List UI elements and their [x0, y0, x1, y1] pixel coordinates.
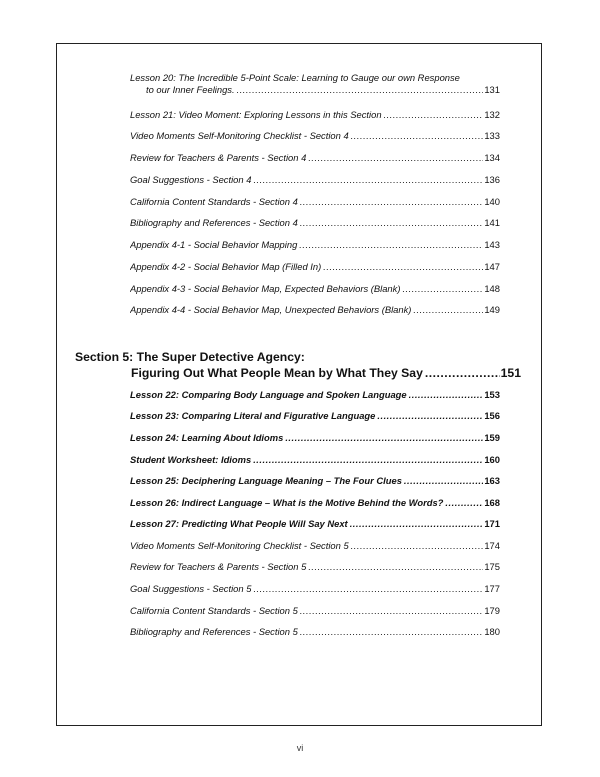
toc-entry[interactable] — [130, 217, 500, 229]
toc-entry[interactable] — [130, 540, 500, 552]
toc-entry-title: Goal Suggestions - Section 5 — [130, 583, 252, 594]
toc-page-number: 163 — [484, 475, 500, 486]
leader-dots — [402, 283, 483, 295]
leader-dots — [237, 84, 484, 96]
toc-entry-title: California Content Standards - Section 4 — [130, 196, 298, 207]
toc-page-number: 134 — [484, 152, 500, 163]
leader-dots — [351, 130, 484, 142]
leader-dots — [300, 626, 484, 638]
toc-entry-title: Bibliography and References - Section 4 — [130, 217, 298, 228]
toc-entry[interactable] — [130, 454, 500, 466]
section-5-heading[interactable] — [75, 349, 521, 381]
toc-page-number: 131 — [484, 84, 500, 95]
toc-page-number: 136 — [484, 174, 500, 185]
page-border — [56, 43, 542, 726]
toc-entry[interactable] — [130, 239, 500, 251]
leader-dots — [253, 454, 483, 466]
toc-entry[interactable] — [130, 389, 500, 401]
toc-entry-title: Lesson 25: Deciphering Language Meaning – The Four Clues — [130, 475, 402, 486]
toc-page-number: 148 — [484, 283, 500, 294]
toc-page-number: 171 — [484, 518, 500, 529]
toc-entry-title: Appendix 4-4 - Social Behavior Map, Unexpected Behaviors (Blank) — [130, 304, 412, 315]
leader-dots — [404, 475, 483, 487]
toc-entry[interactable] — [130, 196, 500, 208]
toc-entry-title: Review for Teachers & Parents - Section 4 — [130, 152, 307, 163]
toc-page-number: 153 — [484, 389, 500, 400]
leader-dots — [253, 583, 483, 595]
toc-entry[interactable] — [130, 130, 500, 142]
toc-entry-title: Bibliography and References - Section 5 — [130, 626, 298, 637]
toc-page-number: 143 — [484, 239, 500, 250]
leader-dots — [409, 389, 484, 401]
toc-page-number: 174 — [484, 540, 500, 551]
toc-page-number: 180 — [484, 626, 500, 637]
leader-dots — [299, 239, 483, 251]
toc-page-number: 177 — [484, 583, 500, 594]
toc-entry[interactable] — [130, 152, 500, 164]
toc-entry-title: Appendix 4-3 - Social Behavior Map, Expected Behaviors (Blank) — [130, 283, 401, 294]
toc-entry[interactable] — [130, 605, 500, 617]
toc-page-number: 141 — [484, 217, 500, 228]
leader-dots — [253, 174, 483, 186]
toc-entry[interactable] — [130, 304, 500, 316]
toc-entry-title: Appendix 4-1 - Social Behavior Mapping — [130, 239, 298, 250]
toc-entry-title: Goal Suggestions - Section 4 — [130, 174, 252, 185]
leader-dots — [350, 518, 484, 530]
leader-dots — [308, 561, 483, 573]
toc-entry[interactable] — [130, 626, 500, 638]
leader-dots — [377, 410, 483, 422]
toc-entry[interactable] — [130, 497, 500, 509]
toc-page-number: 140 — [484, 196, 500, 207]
toc-page-number: 168 — [484, 497, 500, 508]
toc-entry[interactable] — [130, 109, 500, 121]
page-number-footer: vi — [296, 743, 304, 753]
toc-entry[interactable] — [130, 410, 500, 422]
leader-dots — [425, 365, 500, 381]
toc-entry-title: Lesson 26: Indirect Language – What is the Motive Behind the Words? — [130, 497, 444, 508]
toc-entry-title: Lesson 27: Predicting What People Will Say Next — [130, 518, 348, 529]
toc-entry-title: California Content Standards - Section 5 — [130, 605, 298, 616]
toc-entry-title: Lesson 23: Comparing Literal and Figurative Language — [130, 410, 376, 421]
leader-dots — [300, 217, 484, 229]
toc-entry[interactable] — [130, 561, 500, 573]
leader-dots — [413, 304, 483, 316]
leader-dots — [384, 109, 484, 121]
leader-dots — [323, 261, 483, 273]
toc-entry-title: Student Worksheet: Idioms — [130, 454, 252, 465]
toc-page-number: 147 — [484, 261, 500, 272]
toc-entry[interactable] — [130, 583, 500, 595]
section-subtitle: Figuring Out What People Mean by What They Say — [131, 366, 423, 380]
leader-dots — [308, 152, 483, 164]
toc-entry[interactable] — [130, 72, 500, 96]
toc-entry[interactable] — [130, 283, 500, 295]
toc-page-number: 175 — [484, 561, 500, 572]
toc-entry-title: Lesson 21: Video Moment: Exploring Lessons in this Section — [130, 109, 382, 120]
toc-entry[interactable] — [130, 174, 500, 186]
toc-page-number: 151 — [500, 366, 521, 380]
leader-dots — [300, 196, 484, 208]
section-title: Section 5: The Super Detective Agency: — [75, 350, 305, 364]
toc-entry-title: Video Moments Self-Monitoring Checklist - Section 4 — [130, 130, 349, 141]
toc-page-number: 160 — [484, 454, 500, 465]
leader-dots — [445, 497, 483, 509]
toc-entry[interactable] — [130, 432, 500, 444]
leader-dots — [285, 432, 483, 444]
toc-page-number: 149 — [484, 304, 500, 315]
toc-entry[interactable] — [130, 261, 500, 273]
toc-page-number: 156 — [484, 410, 500, 421]
toc-entry-title-line: Lesson 20: The Incredible 5-Point Scale: Learning to Gauge our own Response — [130, 72, 460, 83]
leader-dots — [300, 605, 484, 617]
toc-entry[interactable] — [130, 475, 500, 487]
toc-entry[interactable] — [130, 518, 500, 530]
leader-dots — [351, 540, 484, 552]
toc-entry-title: Video Moments Self-Monitoring Checklist - Section 5 — [130, 540, 349, 551]
toc-entry-title: Appendix 4-2 - Social Behavior Map (Filled In) — [130, 261, 322, 272]
toc-page-number: 159 — [484, 432, 500, 443]
toc-page-number: 179 — [484, 605, 500, 616]
toc-page-number: 133 — [484, 130, 500, 141]
toc-entry-title: Lesson 22: Comparing Body Language and Spoken Language — [130, 389, 407, 400]
toc-entry-title-line: to our Inner Feelings. — [146, 84, 235, 95]
toc-entry-title: Lesson 24: Learning About Idioms — [130, 432, 284, 443]
toc-page-number: 132 — [484, 109, 500, 120]
toc-entry-title: Review for Teachers & Parents - Section 5 — [130, 561, 307, 572]
